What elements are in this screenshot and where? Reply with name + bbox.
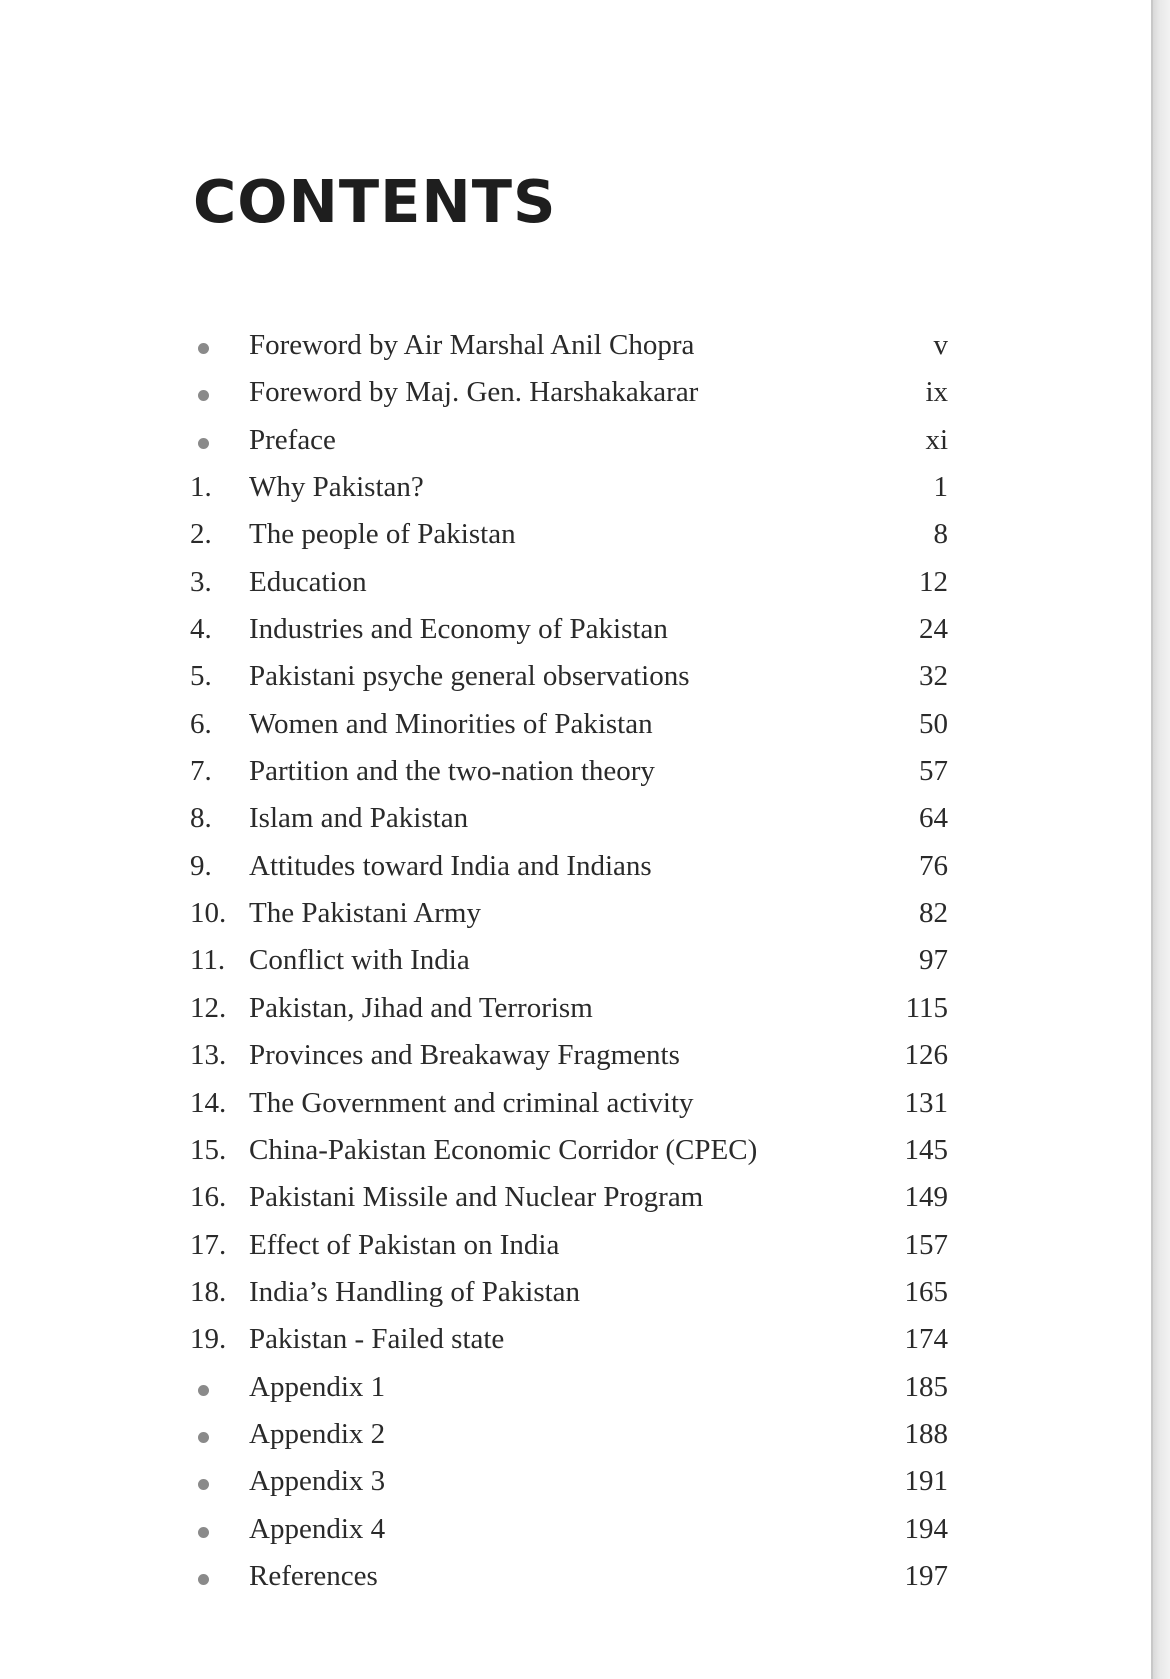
page-number: v bbox=[933, 329, 948, 361]
chapter-number: 11. bbox=[190, 944, 226, 977]
entry-title: References bbox=[249, 1559, 378, 1592]
chapter-number: 4. bbox=[190, 613, 212, 646]
page-edge bbox=[1153, 0, 1170, 1679]
entry-title: China-Pakistan Economic Corridor (CPEC) bbox=[249, 1133, 758, 1166]
toc-entry bbox=[190, 417, 948, 464]
toc-entry bbox=[190, 653, 948, 700]
entry-title: Attitudes toward India and Indians bbox=[249, 849, 652, 882]
chapter-number: 17. bbox=[190, 1228, 227, 1261]
entry-title: Preface bbox=[249, 423, 336, 456]
toc-entry bbox=[190, 1506, 948, 1553]
chapter-number: 12. bbox=[190, 991, 227, 1024]
toc-entry bbox=[190, 1127, 948, 1174]
entry-title: Why Pakistan? bbox=[249, 471, 424, 504]
entry-title: Women and Minorities of Pakistan bbox=[249, 707, 653, 740]
chapter-number: 9. bbox=[190, 849, 212, 882]
entry-title: Islam and Pakistan bbox=[249, 802, 469, 835]
page-title: CONTENTS bbox=[193, 167, 557, 236]
chapter-number: 18. bbox=[190, 1275, 227, 1308]
chapter-number: 8. bbox=[190, 802, 212, 835]
toc-entry bbox=[190, 1080, 948, 1127]
page-number: 131 bbox=[904, 1086, 948, 1119]
chapter-number: 7. bbox=[190, 755, 212, 788]
chapter-number: 3. bbox=[190, 565, 212, 598]
chapter-number: 5. bbox=[190, 660, 212, 693]
entry-title: Effect of Pakistan on India bbox=[249, 1228, 560, 1261]
chapter-number: 6. bbox=[190, 707, 212, 740]
page-number: 165 bbox=[904, 1275, 948, 1308]
entry-title: Provinces and Breakaway Fragments bbox=[249, 1039, 680, 1072]
page-number: 76 bbox=[919, 849, 948, 882]
entry-title: Conflict with India bbox=[249, 944, 470, 977]
toc-entry bbox=[190, 1032, 948, 1079]
toc-entry bbox=[190, 985, 948, 1032]
toc-entry bbox=[190, 606, 948, 653]
entry-title: Industries and Economy of Pakistan bbox=[249, 613, 668, 646]
page-number: 115 bbox=[905, 991, 948, 1024]
toc-entry bbox=[190, 843, 948, 890]
chapter-number: 15. bbox=[190, 1133, 227, 1166]
chapter-number: 2. bbox=[190, 518, 212, 551]
page-number: ix bbox=[925, 376, 948, 409]
toc-entry bbox=[190, 369, 948, 416]
chapter-number: 19. bbox=[190, 1323, 227, 1356]
page-number: 50 bbox=[919, 707, 948, 740]
entry-title: Pakistani psyche general observations bbox=[249, 660, 690, 693]
page-number: 174 bbox=[904, 1323, 948, 1356]
chapter-number: 16. bbox=[190, 1181, 227, 1214]
entry-title: Appendix 2 bbox=[249, 1417, 386, 1450]
chapter-number: 10. bbox=[190, 897, 227, 930]
chapter-number: 14. bbox=[190, 1086, 227, 1119]
page-number: 149 bbox=[904, 1181, 948, 1214]
entry-title: Appendix 4 bbox=[249, 1512, 386, 1545]
toc-entry bbox=[190, 795, 948, 842]
toc-entry bbox=[190, 322, 948, 369]
entry-title: The Pakistani Army bbox=[249, 897, 481, 930]
entry-title: India’s Handling of Pakistan bbox=[249, 1275, 581, 1308]
page-number: 145 bbox=[904, 1133, 948, 1166]
page-number: 8 bbox=[933, 518, 948, 551]
entry-title: The Government and criminal activity bbox=[249, 1086, 694, 1119]
chapter-number: 1. bbox=[190, 471, 212, 504]
table-of-contents bbox=[190, 322, 948, 1600]
entry-title: Education bbox=[249, 565, 367, 598]
page-number: 197 bbox=[904, 1559, 948, 1592]
toc-entry bbox=[190, 464, 948, 511]
page-number: 12 bbox=[919, 565, 948, 598]
toc-entry bbox=[190, 937, 948, 984]
page-number: 126 bbox=[904, 1039, 948, 1072]
page-number: xi bbox=[925, 423, 948, 456]
entry-title: The people of Pakistan bbox=[249, 518, 516, 551]
entry-title: Pakistan - Failed state bbox=[249, 1323, 505, 1356]
entry-title: Foreword by Maj. Gen. Harshakakarar bbox=[249, 376, 699, 409]
toc-entry bbox=[190, 1269, 948, 1316]
page-number: 82 bbox=[919, 897, 948, 930]
toc-entry bbox=[190, 559, 948, 606]
entry-title: Pakistan, Jihad and Terrorism bbox=[249, 991, 593, 1024]
page-number: 32 bbox=[919, 660, 948, 693]
toc-entry bbox=[190, 1316, 948, 1363]
entry-title: Appendix 3 bbox=[249, 1465, 386, 1498]
page-number: 185 bbox=[904, 1370, 948, 1403]
page-number: 194 bbox=[904, 1512, 948, 1545]
chapter-number: 13. bbox=[190, 1039, 227, 1072]
page-number: 64 bbox=[919, 802, 948, 835]
toc-entry bbox=[190, 1411, 948, 1458]
toc-entry bbox=[190, 1458, 948, 1505]
entry-title: Pakistani Missile and Nuclear Program bbox=[249, 1181, 704, 1214]
page-number: 191 bbox=[904, 1465, 948, 1498]
entry-title: Partition and the two-nation theory bbox=[249, 755, 655, 788]
page-number: 57 bbox=[919, 755, 948, 788]
toc-entry bbox=[190, 1364, 948, 1411]
toc-entry bbox=[190, 1553, 948, 1600]
toc-entry bbox=[190, 1174, 948, 1221]
entry-title: Foreword by Air Marshal Anil Chopra bbox=[249, 329, 695, 361]
toc-entry bbox=[190, 1222, 948, 1269]
page-number: 188 bbox=[904, 1417, 948, 1450]
toc-entry bbox=[190, 748, 948, 795]
entry-title: Appendix 1 bbox=[249, 1370, 386, 1403]
toc-entry bbox=[190, 701, 948, 748]
page-number: 97 bbox=[919, 944, 948, 977]
toc-entry bbox=[190, 511, 948, 558]
toc-entry bbox=[190, 890, 948, 937]
page-number: 1 bbox=[933, 471, 948, 504]
page-number: 157 bbox=[904, 1228, 948, 1261]
page-number: 24 bbox=[919, 613, 948, 646]
